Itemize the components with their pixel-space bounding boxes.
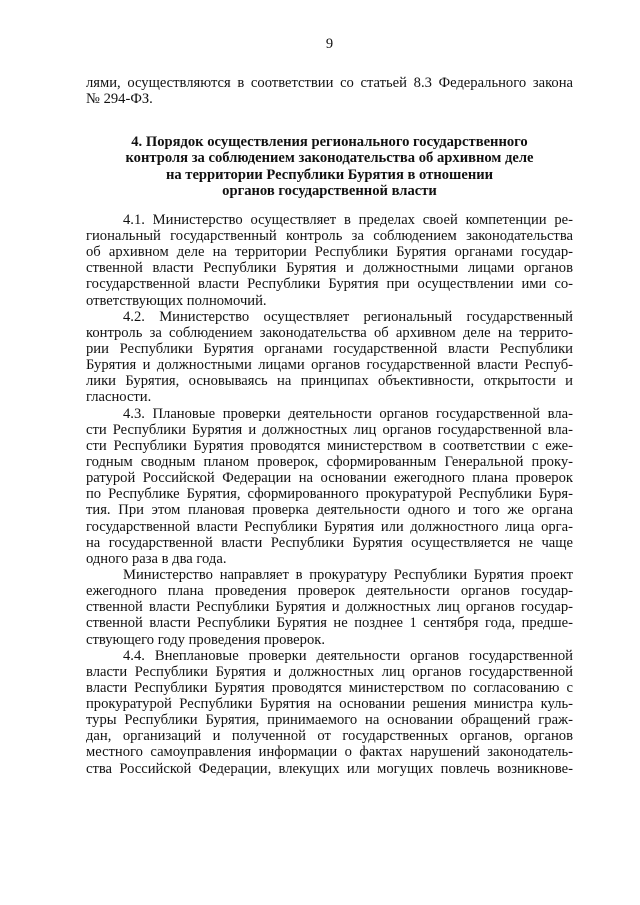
text-line: ственной власти Республики Бурятия и должностных лиц органов государ- xyxy=(86,599,573,616)
paragraph xyxy=(86,567,573,648)
text-line: гласности. xyxy=(86,389,152,406)
text-line: № 294-ФЗ. xyxy=(86,91,153,108)
text-line: ежегодного плана проведения проверок деятельности органов государ- xyxy=(86,583,573,600)
text-line: по Республике Бурятия, сформированного прокуратурой Республики Буря- xyxy=(86,486,573,503)
text-line: власти Республики Бурятия и должностных лиц органов государственной xyxy=(86,663,573,680)
document-body xyxy=(86,75,573,777)
text-line: гиональный государственный контроль за соблюдением законодательства xyxy=(86,227,573,244)
text-line: лики Бурятия, основываясь на принципах объективности, открытости и xyxy=(86,373,573,390)
heading-line: органов государственной власти xyxy=(222,182,437,199)
text-line: ствующего году проведения проверок. xyxy=(86,631,325,648)
paragraph xyxy=(86,212,573,309)
text-line: контроль за соблюдением законодательства об архивном деле на террито- xyxy=(86,324,573,341)
text-line: одного раза в два года. xyxy=(86,550,227,567)
text-line: годным сводным планом проверок, сформированным Генеральной проку- xyxy=(86,453,573,470)
text-line: местного самоуправления информации о фактах нарушений законодатель- xyxy=(86,744,573,761)
text-line: рии Республики Бурятия органами государственной власти Республики xyxy=(86,340,573,357)
text-line: сти Республики Бурятия проводятся министерством в соответствии с еже- xyxy=(86,437,573,454)
text-line: сти Республики Бурятия и должностных лиц органов государственной вла- xyxy=(86,421,573,438)
text-line: тия. При этом плановая проверка деятельности одного и того же органа xyxy=(86,502,573,519)
text-line: об архивном деле на территории Республики Бурятия органами государ- xyxy=(86,244,573,261)
text-line: Министерство направляет в прокуратуру Республики Бурятия проект xyxy=(123,566,573,583)
page-number: 9 xyxy=(325,36,334,52)
text-line: 4.4. Внеплановые проверки деятельности органов государственной xyxy=(123,647,573,664)
paragraph xyxy=(86,406,573,567)
heading-line: контроля за соблюдением законодательства об архивном деле xyxy=(125,150,534,167)
text-line: ственной власти Республики Бурятия и должностными лицами органов xyxy=(86,260,573,277)
text-line: ратурой Российской Федерации на основании ежегодного плана проверок xyxy=(86,470,573,487)
text-line: ственной власти Республики Бурятия не позднее 1 сентября года, предше- xyxy=(86,615,573,632)
intro-paragraph xyxy=(86,75,573,107)
text-line: туры Республики Бурятия, принимаемого на основании обращений граж- xyxy=(86,712,573,729)
heading-line: на территории Республики Бурятия в отношении xyxy=(165,166,494,183)
text-line: прокуратурой Республики Бурятия на основании решения министра куль- xyxy=(86,696,573,713)
paragraphs xyxy=(86,212,573,777)
text-line: лями, осуществляются в соответствии со статьей 8.3 Федерального закона xyxy=(86,75,573,91)
heading-line: 4. Порядок осуществления регионального государственного xyxy=(131,134,528,151)
text-line: 4.2. Министерство осуществляет региональный государственный xyxy=(123,308,573,325)
section-heading xyxy=(86,134,573,199)
text-line: ответствующих полномочий. xyxy=(86,292,267,309)
text-line: дан, организаций и полученной от государственных органов, органов xyxy=(86,728,573,745)
text-line: ства Российской Федерации, влекущих или могущих повлечь возникнове- xyxy=(86,760,573,777)
text-line: на государственной власти Республики Бурятия осуществляется не чаще xyxy=(86,534,573,551)
text-line: власти Республики Бурятия проводятся министерством по согласованию с xyxy=(86,679,573,696)
text-line: государственной власти Республики Бурятия при осуществлении ими со- xyxy=(86,276,573,293)
paragraph xyxy=(86,648,573,777)
text-line: Бурятия и должностными лицами органов государственной власти Респуб- xyxy=(86,357,573,374)
paragraph xyxy=(86,309,573,406)
text-line: государственной власти Республики Бурятия или должностного лица орга- xyxy=(86,518,573,535)
text-line: 4.1. Министерство осуществляет в пределах своей компетенции ре- xyxy=(123,211,573,228)
text-line: 4.3. Плановые проверки деятельности органов государственной вла- xyxy=(123,405,573,422)
